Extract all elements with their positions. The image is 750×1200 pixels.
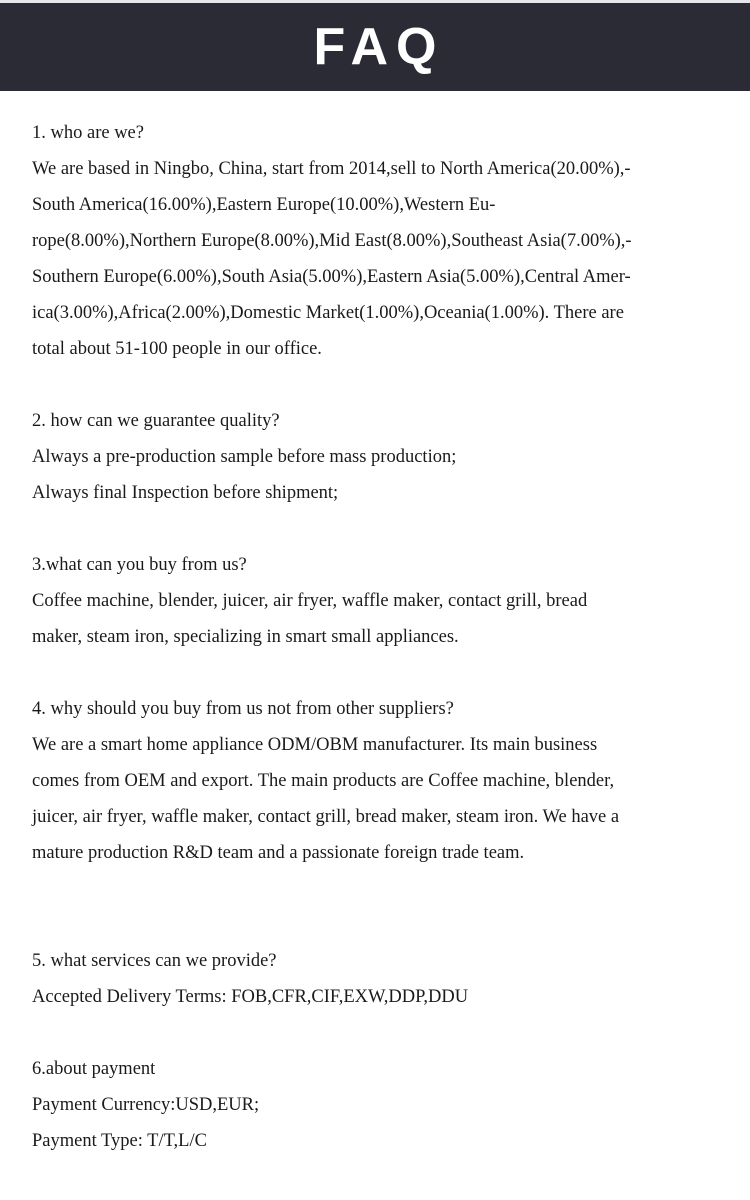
faq-content [32, 115, 722, 1159]
faq-answer-line: Always a pre-production sample before mass production; [32, 447, 457, 467]
faq-question: 5. what services can we provide? [32, 951, 277, 971]
faq-question: 6.about payment [32, 1059, 156, 1079]
faq-section-5 [32, 943, 722, 1015]
faq-answer-line: We are based in Ningbo, China, start from 2014,sell to North America(20.00%),- [32, 159, 631, 179]
faq-answer-line: total about 51-100 people in our office. [32, 339, 322, 359]
faq-answer-line: We are a smart home appliance ODM/OBM manufacturer. Its main business [32, 735, 598, 755]
faq-question: 1. who are we? [32, 123, 144, 143]
faq-answer-line: juicer, air fryer, waffle maker, contact grill, bread maker, steam iron. We have a [32, 807, 620, 827]
faq-question: 2. how can we guarantee quality? [32, 411, 280, 431]
faq-answer-line: Accepted Delivery Terms: FOB,CFR,CIF,EXW,DDP,DDU [32, 987, 469, 1007]
faq-section-2 [32, 403, 722, 511]
faq-answer-line: Payment Currency:USD,EUR; [32, 1095, 260, 1115]
faq-answer-line: South America(16.00%),Eastern Europe(10.00%),Western Eu- [32, 195, 496, 215]
faq-section-6 [32, 1051, 722, 1159]
faq-answer-line: Southern Europe(6.00%),South Asia(5.00%),Eastern Asia(5.00%),Central Amer- [32, 267, 631, 287]
faq-section-4 [32, 691, 722, 871]
faq-header [0, 3, 750, 91]
faq-question: 3.what can you buy from us? [32, 555, 247, 575]
faq-answer-line: Payment Type: T/T,L/C [32, 1131, 207, 1151]
faq-answer-line: maker, steam iron, specializing in smart small appliances. [32, 627, 459, 647]
faq-answer-line: Always final Inspection before shipment; [32, 483, 339, 503]
faq-answer-line: rope(8.00%),Northern Europe(8.00%),Mid East(8.00%),Southeast Asia(7.00%),- [32, 231, 632, 251]
faq-section-1 [32, 115, 722, 367]
faq-answer-line: mature production R&D team and a passionate foreign trade team. [32, 843, 525, 863]
page-title: FAQ [313, 18, 445, 76]
faq-answer-line: comes from OEM and export. The main products are Coffee machine, blender, [32, 771, 615, 791]
faq-answer-line: ica(3.00%),Africa(2.00%),Domestic Market(1.00%),Oceania(1.00%). There are [32, 303, 624, 323]
faq-section-3 [32, 547, 722, 655]
faq-question: 4. why should you buy from us not from other suppliers? [32, 699, 454, 719]
faq-answer-line: Coffee machine, blender, juicer, air fryer, waffle maker, contact grill, bread [32, 591, 588, 611]
